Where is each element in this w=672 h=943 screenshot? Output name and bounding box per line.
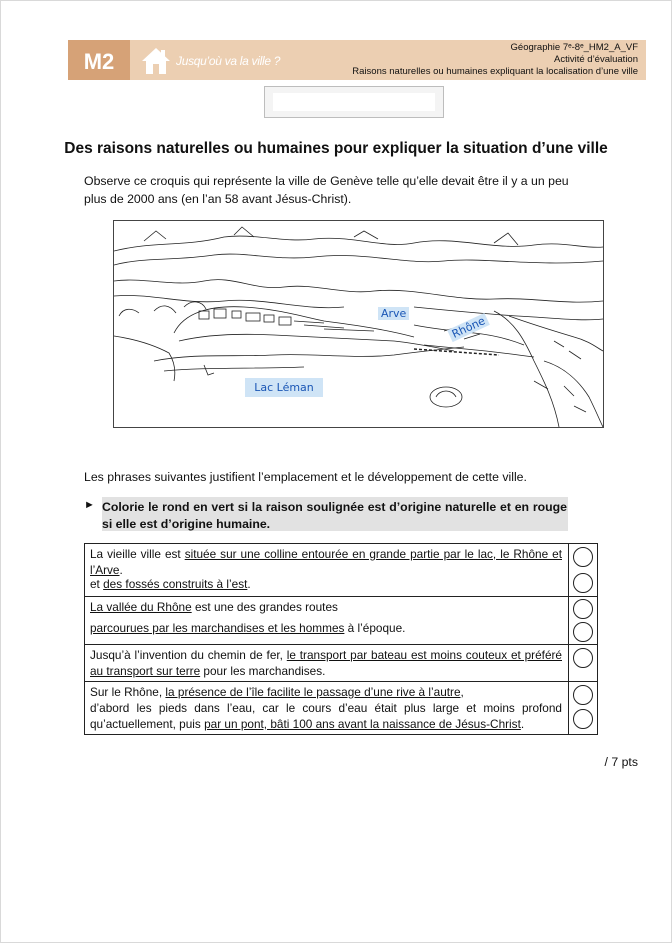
activity-type: Activité d’évaluation bbox=[554, 54, 638, 65]
sketch-drawing bbox=[114, 221, 603, 427]
reason-text: . bbox=[119, 563, 123, 577]
reason-underlined: la présence de l’île facilite le passage d’une rive à l’autre bbox=[165, 685, 461, 699]
reason-underlined: des fossés construits à l’est bbox=[103, 577, 248, 591]
map-label-arve: Arve bbox=[378, 307, 409, 320]
color-circle[interactable] bbox=[573, 573, 593, 593]
color-circle[interactable] bbox=[573, 685, 593, 705]
student-name-box[interactable] bbox=[264, 86, 444, 118]
table-row bbox=[85, 682, 598, 735]
circle-cell bbox=[569, 544, 598, 597]
map-label-rhone: Rhône bbox=[447, 313, 490, 342]
reason-line bbox=[90, 647, 562, 679]
reason-line bbox=[90, 684, 562, 700]
table-row bbox=[85, 645, 598, 682]
reason-cell bbox=[85, 682, 569, 735]
reason-text: , bbox=[460, 685, 464, 699]
reason-line bbox=[90, 546, 562, 576]
intro-text: Observe ce croquis qui représente la ville de Genève telle qu’elle devait être il y a un peu plus de 2000 ans (en l’an 58 avant Jésus-Christ). bbox=[84, 174, 569, 206]
reason-text: d’abord les pieds dans l’eau, car le cours d’eau était plus large et moins profond qu’actuellement, puis bbox=[90, 701, 562, 731]
reason-line bbox=[90, 620, 562, 636]
color-circle[interactable] bbox=[573, 648, 593, 668]
doc-reference: Géographie 7ᵉ-8ᵉ_HM2_A_VF bbox=[510, 42, 638, 53]
module-subtitle: Jusqu’où va la ville ? bbox=[176, 54, 281, 68]
reason-underlined: par un pont, bâti 100 ans avant la naissance de Jésus-Christ bbox=[204, 717, 521, 731]
reason-text: . bbox=[520, 717, 525, 731]
circle-cell bbox=[569, 645, 598, 682]
page-title: Des raisons naturelles ou humaines pour expliquer la situation d’une ville bbox=[64, 140, 608, 157]
reason-text: Jusqu’à l’invention du chemin de fer, bbox=[90, 648, 287, 662]
module-code: M2 bbox=[68, 40, 130, 80]
activity-topic: Raisons naturelles ou humaines expliquant la localisation d’une ville bbox=[352, 66, 638, 77]
instruction-text: Colorie le rond en vert si la raison soulignée est d’origine naturelle et en rouge si elle est d’origine humaine. bbox=[102, 500, 567, 531]
reason-line bbox=[90, 700, 562, 732]
instruction-box bbox=[84, 497, 568, 531]
geneva-sketch bbox=[113, 220, 604, 428]
reason-underlined: située sur une colline entourée en grande partie par le lac, le Rhône et l’Arve bbox=[90, 547, 562, 577]
reason-text: et bbox=[90, 577, 104, 591]
reason-line bbox=[90, 599, 562, 620]
reason-text: pour les marchandises. bbox=[200, 664, 326, 678]
reason-underlined: La vallée du Rhône bbox=[90, 600, 192, 614]
reason-text: à l’époque. bbox=[344, 621, 406, 635]
circle-cell bbox=[569, 597, 598, 645]
reason-underlined: parcourues par les marchandises et les hommes bbox=[90, 621, 345, 635]
reason-cell bbox=[85, 597, 569, 645]
reason-cell bbox=[85, 544, 569, 597]
table-row bbox=[85, 544, 598, 597]
color-circle[interactable] bbox=[573, 622, 593, 642]
color-circle[interactable] bbox=[573, 599, 593, 619]
map-label-lac-leman: Lac Léman bbox=[245, 378, 323, 397]
reason-text: La vieille ville est bbox=[90, 547, 185, 561]
reason-cell bbox=[85, 645, 569, 682]
header-band bbox=[68, 40, 646, 80]
color-circle[interactable] bbox=[573, 547, 593, 567]
reason-underlined: le transport par bateau est moins couteux et préféré au transport sur terre bbox=[90, 648, 562, 678]
reasons-table bbox=[84, 543, 598, 735]
arrow-bullet-icon: ► bbox=[84, 499, 95, 511]
table-row bbox=[85, 597, 598, 645]
house-icon bbox=[141, 46, 171, 76]
circle-cell bbox=[569, 682, 598, 735]
student-name-field[interactable] bbox=[273, 93, 435, 111]
phrases-intro: Les phrases suivantes justifient l’emplacement et le développement de cette ville. bbox=[84, 470, 527, 484]
reason-text: est une des grandes routes bbox=[191, 600, 338, 614]
header-meta bbox=[352, 42, 638, 78]
reason-line bbox=[90, 576, 562, 592]
reason-text: . bbox=[247, 577, 251, 591]
score-total: / 7 pts bbox=[604, 755, 638, 769]
color-circle[interactable] bbox=[573, 709, 593, 729]
reason-text: Sur le Rhône, bbox=[90, 685, 166, 699]
